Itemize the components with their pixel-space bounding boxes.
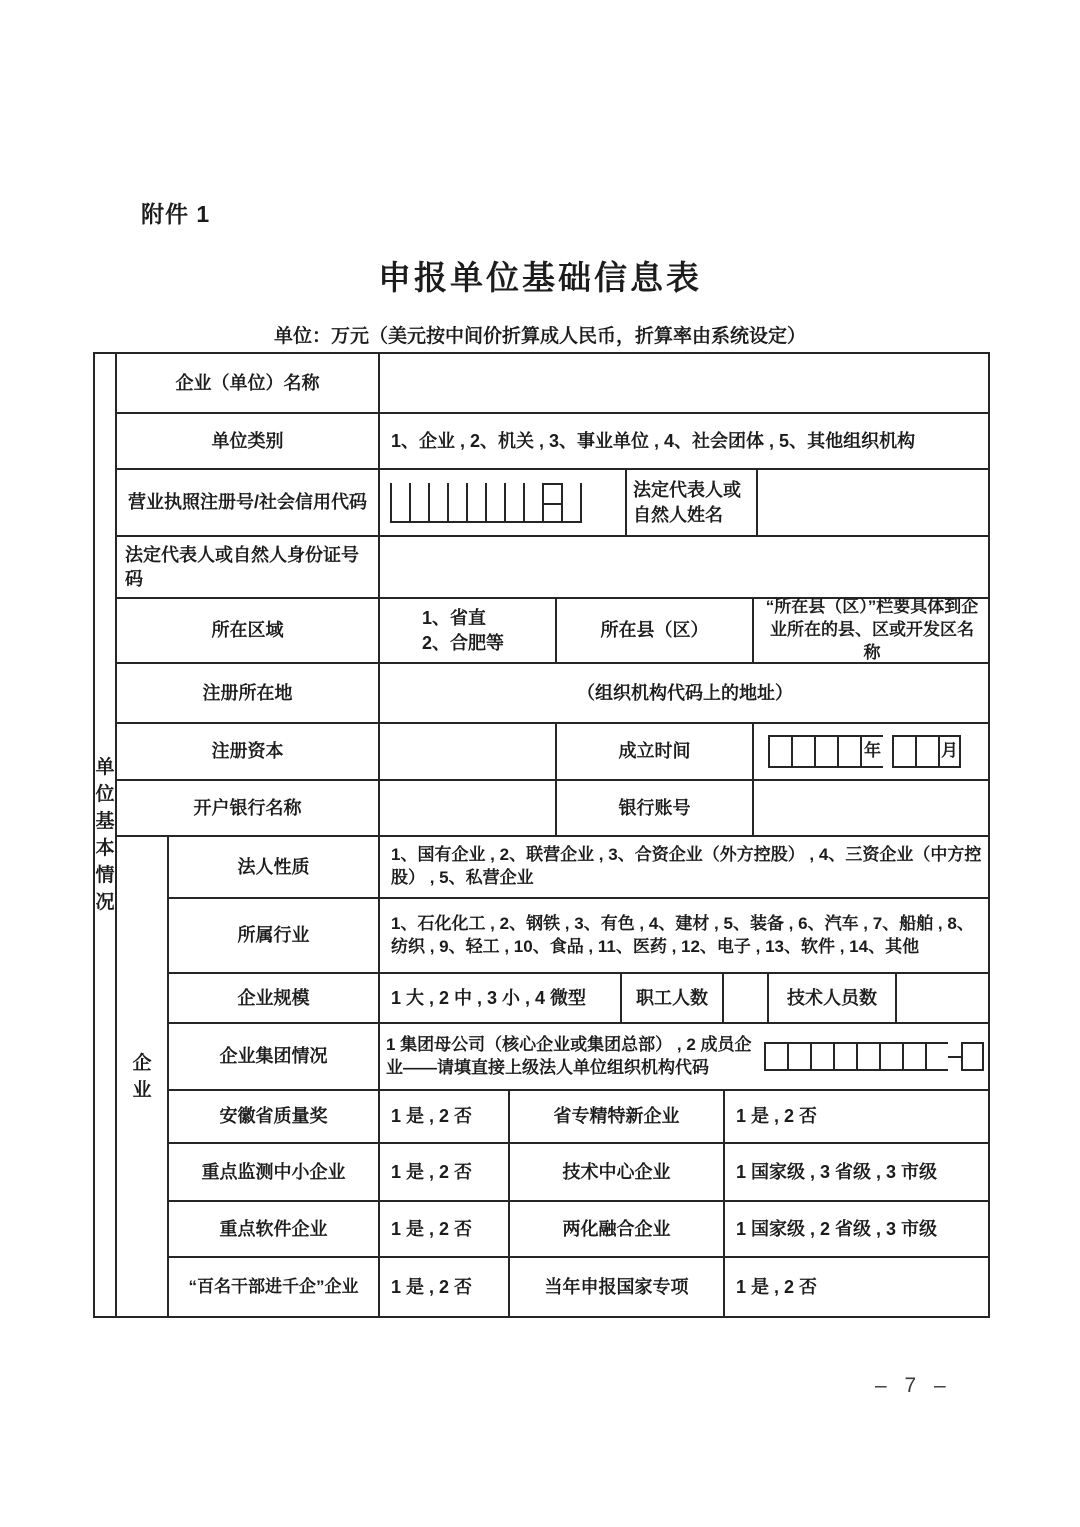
national-project-options: 1 是 , 2 否: [736, 1276, 818, 1297]
quality-award-label: 安徽省质量奖: [169, 1091, 380, 1142]
reg-address-label: 注册所在地: [117, 664, 380, 722]
table-row: [169, 974, 990, 1024]
integration-options: 1 国家级 , 2 省级 , 3 市级: [736, 1218, 938, 1239]
table-row: [117, 470, 990, 537]
table-row: [169, 837, 990, 899]
bank-account-field: [754, 781, 990, 835]
table-row: [169, 1258, 990, 1316]
staff-count-label: 职工人数: [622, 974, 724, 1022]
legal-rep-name-field: [758, 470, 990, 535]
scale-options: 1 大 , 2 中 , 3 小 , 4 微型: [380, 974, 622, 1022]
table-row: [169, 1024, 990, 1091]
unit-category-options: 1、企业 , 2、机关 , 3、事业单位 , 4、社会团体 , 5、其他组织机构: [391, 430, 916, 451]
legal-nature-label: 法人性质: [169, 837, 380, 897]
legal-nature-options: 1、国有企业 , 2、联营企业 , 3、合资企业（外方控股） , 4、三资企业（中方控股） , 5、私营企业: [391, 845, 982, 887]
page-title: 申报单位基础信息表: [378, 259, 702, 296]
tech-center-options: 1 国家级 , 3 省级 , 3 市级: [736, 1161, 938, 1182]
group-status-field: [380, 1024, 990, 1089]
tech-center-label: 技术中心企业: [510, 1144, 725, 1200]
national-project-label: 当年申报国家专项: [510, 1258, 725, 1316]
license-number-field: [380, 470, 627, 535]
region-options: 1、省直 2、合肥等: [380, 599, 557, 662]
tech-staff-field: [897, 974, 990, 1022]
group-status-label: 企业集团情况: [169, 1024, 380, 1089]
table-row: [169, 1091, 990, 1144]
cadres-options: 1 是 , 2 否: [380, 1258, 510, 1316]
reg-capital-field: [380, 724, 557, 779]
group-status-options: 1 集团母公司（核心企业或集团总部） , 2 成员企业——请填直接上级法人单位组织机构代码: [386, 1034, 752, 1077]
key-sme-label: 重点监测中小企业: [169, 1144, 380, 1200]
industry-options: 1、石化化工 , 2、钢铁 , 3、有色 , 4、建材 , 5、装备 , 6、汽车 , 7、船舶 , 8、纺织 , 9、轻工 , 10、食品 , 11、医药 , 12、电子 , 13、软件 , 14、其他: [391, 913, 974, 956]
bank-name-field: [380, 781, 557, 835]
license-number-label: 营业执照注册号/社会信用代码: [117, 470, 380, 535]
region-label: 所在区域: [117, 599, 380, 662]
id-number-label: 法定代表人或自然人身份证号码: [117, 537, 380, 597]
legal-rep-name-label: 法定代表人或自然人姓名: [627, 470, 758, 535]
founding-date-boxes: [768, 735, 961, 768]
attachment-label: 附件 1: [141, 201, 211, 227]
unit-category-label: 单位类别: [117, 414, 380, 468]
county-label: 所在县（区）: [557, 599, 754, 662]
table-row: [117, 781, 990, 837]
license-comb-boxes: [390, 483, 582, 523]
id-number-field: [380, 537, 990, 597]
cadres-label: “百名干部进千企”企业: [169, 1258, 380, 1316]
side-label-unit-basic-info: 单位基本情况: [95, 354, 117, 1316]
table-row: [117, 724, 990, 781]
table-row: [169, 1202, 990, 1258]
founding-date-field: [754, 724, 990, 779]
table-row: [117, 599, 990, 664]
unit-note: 单位：万元（美元按中间价折算成人民币，折算率由系统设定）: [273, 326, 806, 347]
scale-label: 企业规模: [169, 974, 380, 1022]
reg-address-field: （组织机构代码上的地址）: [577, 682, 793, 703]
bank-name-label: 开户银行名称: [117, 781, 380, 835]
industry-label: 所属行业: [169, 899, 380, 972]
key-sme-options: 1 是 , 2 否: [380, 1144, 510, 1200]
specialized-new-label: 省专精特新企业: [510, 1091, 725, 1142]
table-row: [117, 537, 990, 599]
key-software-options: 1 是 , 2 否: [380, 1202, 510, 1256]
founding-date-label: 成立时间: [557, 724, 754, 779]
integration-label: 两化融合企业: [510, 1202, 725, 1256]
org-code-dash: [948, 1056, 961, 1058]
org-code-boxes: [764, 1042, 984, 1071]
table-row: [117, 414, 990, 470]
quality-award-options: 1 是 , 2 否: [380, 1091, 510, 1142]
table-row: [117, 354, 990, 414]
table-row: [169, 1144, 990, 1202]
company-name-label: 企业（单位）名称: [117, 354, 380, 412]
page-number: – 7 –: [875, 1374, 952, 1397]
bank-account-label: 银行账号: [557, 781, 754, 835]
company-name-field: [380, 354, 990, 412]
reg-capital-label: 注册资本: [117, 724, 380, 779]
month-suffix: 月: [938, 735, 961, 768]
tech-staff-label: 技术人员数: [769, 974, 897, 1022]
table-row: [169, 899, 990, 974]
basic-info-table: [93, 352, 990, 1318]
specialized-new-options: 1 是 , 2 否: [736, 1106, 818, 1127]
staff-count-field: [724, 974, 769, 1022]
county-note: “所在县（区）”栏要具体到企业所在的县、区或开发区名称: [765, 597, 979, 662]
key-software-label: 重点软件企业: [169, 1202, 380, 1256]
table-row: [117, 664, 990, 724]
side-label-enterprise: 企业: [117, 837, 169, 1316]
year-suffix: 年: [860, 735, 883, 768]
